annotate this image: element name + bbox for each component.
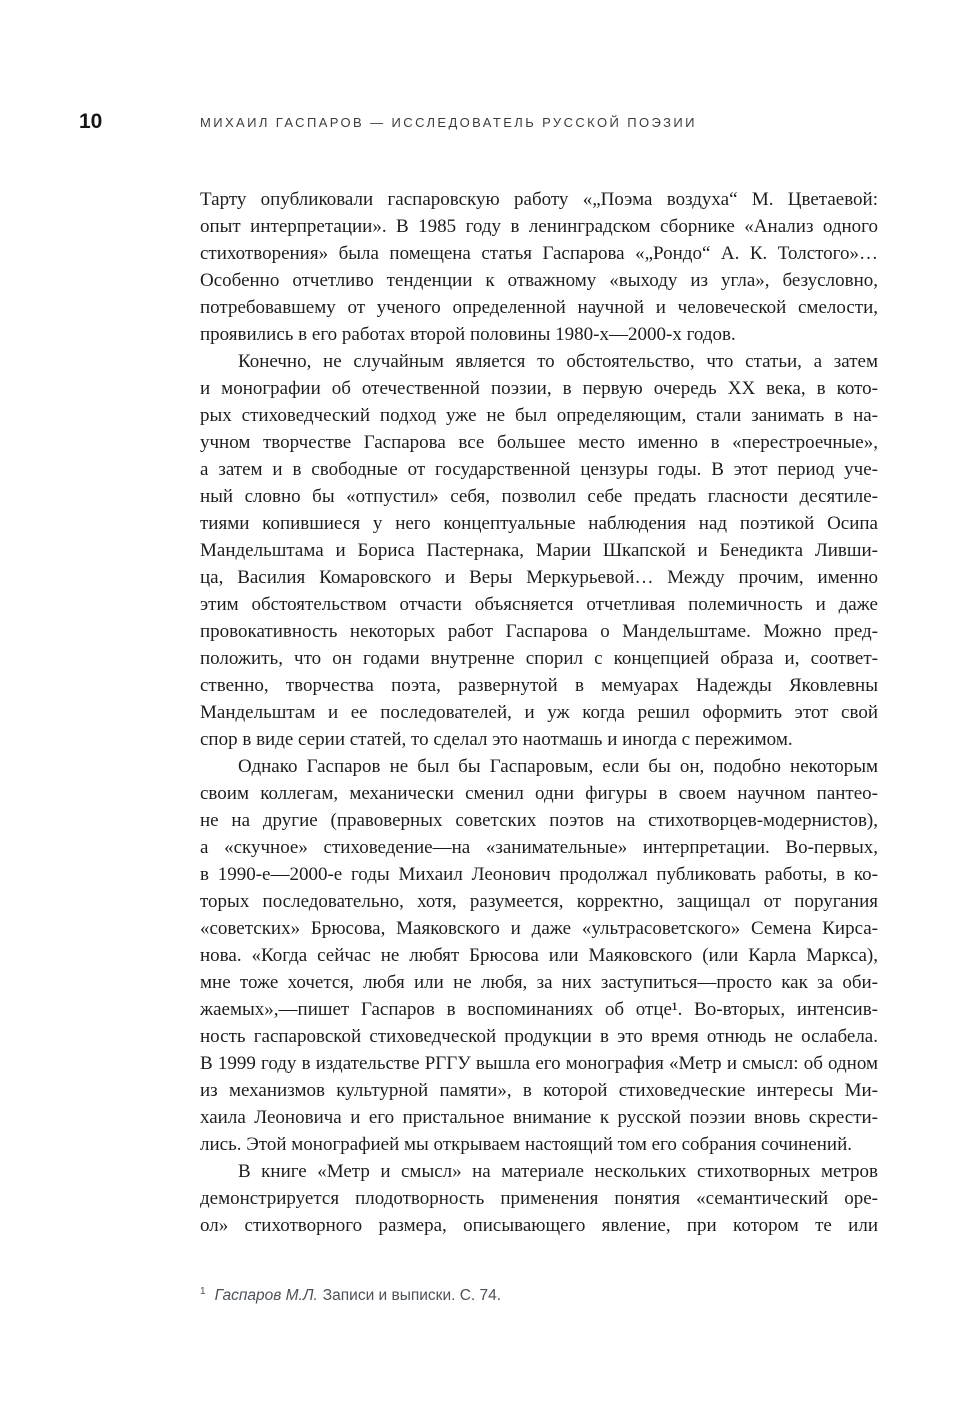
body-text — [200, 186, 878, 1239]
text-line: рых стиховедческий подход уже не был определяющим, стали занимать в на- — [200, 405, 878, 426]
text-line: ол» стихотворного размера, описывающего явление, при котором те или — [200, 1215, 878, 1236]
text-line: Тарту опубликовали гаспаровскую работу «„Поэма воздуха“ М. Цветаевой: — [200, 189, 878, 210]
text-line: в 1990-е—2000-е годы Михаил Леонович продолжал публиковать работы, в ко- — [200, 864, 878, 885]
text-line: В книге «Метр и смысл» на материале нескольких стихотворных метров — [238, 1161, 878, 1182]
text-line: Конечно, не случайным является то обстоятельство, что статьи, а затем — [238, 351, 878, 372]
text-line: хаила Леоновича и его пристальное внимание к русской поэзии вновь скрести- — [200, 1107, 878, 1128]
text-line: опыт интерпретации». В 1985 году в ленинградском сборнике «Анализ одного — [200, 216, 878, 237]
page-number: 10 — [79, 110, 103, 133]
text-line: стихотворения» была помещена статья Гаспарова «„Рондо“ А. К. Толстого»… — [200, 243, 878, 264]
text-line: учном творчестве Гаспарова все большее место именно в «перестроечные», — [200, 432, 878, 453]
text-line: этим обстоятельством отчасти объясняется отчетливая полемичность и даже — [200, 594, 878, 615]
text-line: торых последовательно, хотя, разумеется, корректно, защищал от поругания — [200, 891, 878, 912]
text-line: потребовавшему от ученого определенной научной и человеческой смелости, — [200, 297, 878, 318]
paragraph — [200, 753, 878, 1158]
text-line: а «скучное» стиховедение—на «занимательные» интерпретации. Во-первых, — [200, 837, 878, 858]
running-head: МИХАИЛ ГАСПАРОВ — ИССЛЕДОВАТЕЛЬ РУССКОЙ ПОЭЗИИ — [200, 115, 697, 130]
text-line: В 1999 году в издательстве РГГУ вышла его монография «Метр и смысл: об одном — [200, 1053, 878, 1074]
text-line: из механизмов культурной памяти», в которой стиховедческие интересы Ми- — [200, 1080, 878, 1101]
footnote-author: Гаспаров М.Л. — [214, 1287, 318, 1305]
text-line: тиями копившиеся у него концептуальные наблюдения над поэтикой Осипа — [200, 513, 878, 534]
text-line: лись. Этой монографией мы открываем настоящий том его собрания сочинений. — [200, 1134, 852, 1155]
text-line: а затем и в свободные от государственной цензуры годы. В этот период уче- — [200, 459, 878, 480]
text-line: жаемых»,—пишет Гаспаров в воспоминаниях об отце¹. Во-вторых, интенсив- — [200, 999, 878, 1020]
text-line: спор в виде серии статей, то сделал это наотмашь и иногда с пережимом. — [200, 729, 793, 750]
text-line: своим коллегам, механически сменил одни фигуры в своем научном пантео- — [200, 783, 878, 804]
text-line: ца, Василия Комаровского и Веры Меркурьевой… Между прочим, именно — [200, 567, 878, 588]
text-line: ный словно бы «отпустил» себя, позволил себе предать гласности десятиле- — [200, 486, 878, 507]
footnote-text: Записи и выписки. С. 74. — [322, 1287, 502, 1305]
text-line: Мандельштам и ее последователей, и уж когда решил оформить этот свой — [200, 702, 878, 723]
paragraph — [200, 348, 878, 753]
paragraph — [200, 1158, 878, 1239]
text-line: нова. «Когда сейчас не любят Брюсова или Маяковского (или Карла Маркса), — [200, 945, 878, 966]
text-line: демонстрируется плодотворность применения понятия «семантический оре- — [200, 1188, 878, 1209]
text-line: Однако Гаспаров не был бы Гаспаровым, если бы он, подобно некоторым — [238, 756, 878, 777]
text-line: Мандельштама и Бориса Пастернака, Марии Шкапской и Бенедикта Ливши- — [200, 540, 878, 561]
footnote-marker: 1 — [200, 1286, 206, 1297]
text-line: провокативность некоторых работ Гаспарова о Мандельштаме. Можно пред- — [200, 621, 878, 642]
text-line: ность гаспаровской стиховедческой продукции в это время отнюдь не ослабела. — [200, 1026, 878, 1047]
text-line: проявились в его работах второй половины 1980-х—2000-х годов. — [200, 324, 736, 345]
text-line: и монографии об отечественной поэзии, в первую очередь XX века, в кото- — [200, 378, 878, 399]
text-line: Особенно отчетливо тенденции к отважному «выходу из угла», безусловно, — [200, 270, 878, 291]
footnote — [200, 1281, 878, 1307]
paragraph — [200, 186, 878, 348]
text-line: не на другие (правоверных советских поэтов на стихотворцев-модернистов), — [200, 810, 878, 831]
text-line: мне тоже хочется, любя или не любя, за них заступиться—просто как за оби- — [200, 972, 878, 993]
text-line: ственно, творчества поэта, развернутой в мемуарах Надежды Яковлевны — [200, 675, 878, 696]
text-line: «советских» Брюсова, Маяковского и даже «ультрасоветского» Семена Кирса- — [200, 918, 878, 939]
text-line: положить, что он годами внутренне спорил с концепцией образа и, соответ- — [200, 648, 878, 669]
